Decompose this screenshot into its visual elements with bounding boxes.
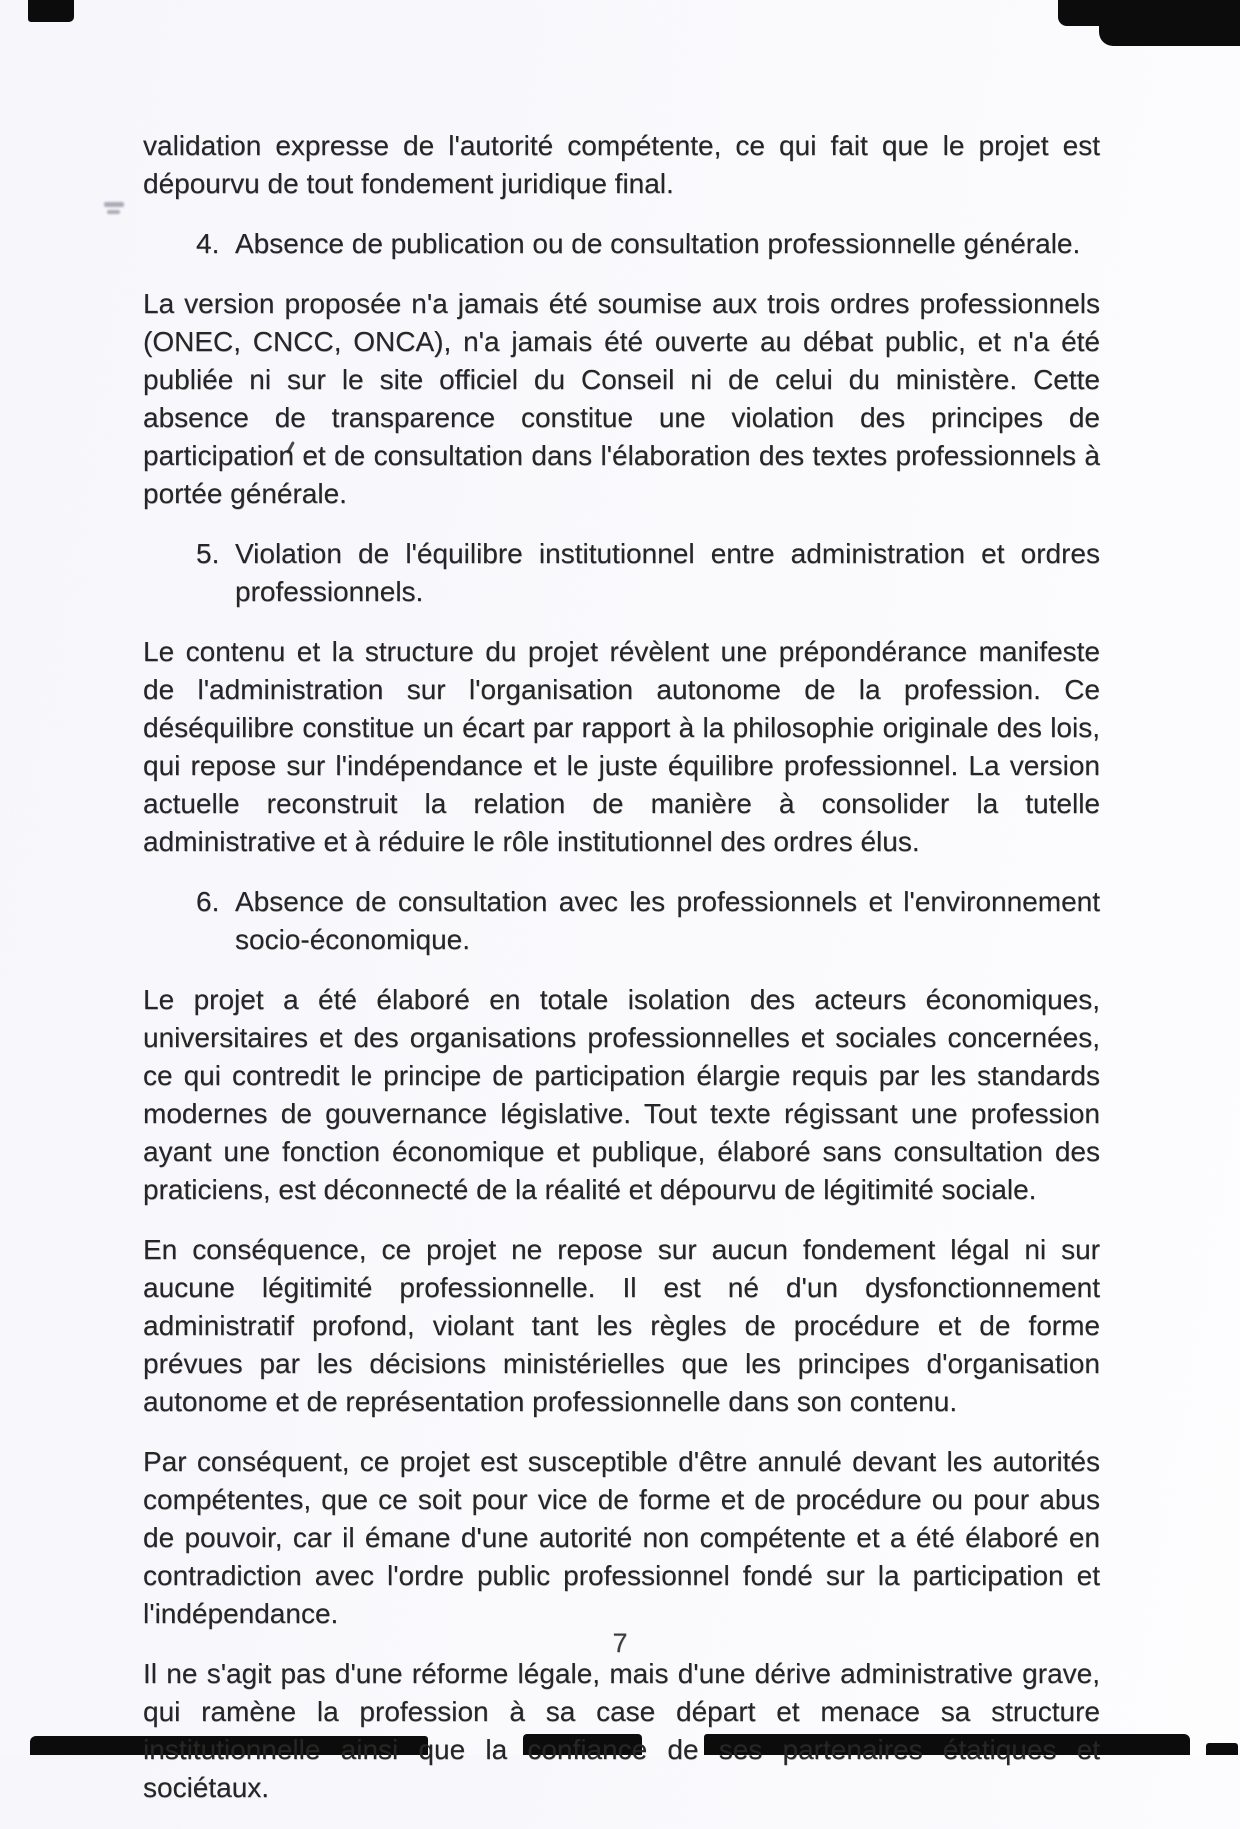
list-item-number: 4. [196,228,220,259]
list-item-4 [196,225,1100,263]
scan-mark-top-right-lower [1099,20,1240,46]
paragraph: Le contenu et la structure du projet révèlent une prépondérance manifeste de l'administration sur l'organisation autonome de la profession. Ce déséquilibre constitue un écart par rapport à la philosophie originale des lois, qui repose sur l'indépendance et le juste équilibre professionnel. La version actuelle reconstruit la relation de manière à consolider la tutelle administrative et à réduire le rôle institutionnel des ordres élus. [143,636,1100,857]
scan-smudge-left-margin [104,202,124,207]
paragraph: La version proposée n'a jamais été soumise aux trois ordres professionnels (ONEC, CNCC, ONCA), n'a jamais été ouverte au débat public, et n'a été publiée ni sur le site officiel du Conseil ni de celui du ministère. Cette absence de transparence constitue une violation des principes de participation et de consultation dans l'élaboration des textes professionnels à portée générale. [143,288,1100,509]
scan-smudge-left-margin [107,210,120,214]
scan-mark-top-left [28,0,74,22]
list-item-number: 5. [196,538,220,569]
list-item-text: Absence de consultation avec les professionnels et l'environnement socio-économique. [235,886,1100,955]
paragraph: validation expresse de l'autorité compétente, ce qui fait que le projet est dépourvu de tout fondement juridique final. [143,130,1100,199]
list-item-text: Absence de publication ou de consultation professionnelle générale. [235,228,1081,259]
list-item-5 [196,535,1100,611]
paragraph: Le projet a été élaboré en totale isolation des acteurs économiques, universitaires et des organisations professionnelles et sociales concernées, ce qui contredit le principe de participation élargie requis par les standards modernes de gouvernance législative. Tout texte régissant une profession ayant une fonction économique et publique, élaboré sans consultation des praticiens, est déconnecté de la réalité et dépourvu de légitimité sociale. [143,984,1100,1205]
paragraph: Il ne s'agit pas d'une réforme légale, mais d'une dérive administrative grave, qui ramène la profession à sa case départ et menace sa structure institutionnelle ainsi que la confiance de ses partenaires étatiques et sociétaux. [143,1658,1100,1803]
paragraph: Par conséquent, ce projet est susceptible d'être annulé devant les autorités compétentes, que ce soit pour vice de forme et de procédure ou pour abus de pouvoir, car il émane d'une autorité non compétente et a été élaboré en contradiction avec l'ordre public professionnel fondé sur la participation et l'indépendance. [143,1446,1100,1629]
paragraph: En conséquence, ce projet ne repose sur aucun fondement légal ni sur aucune légitimité professionnelle. Il est né d'un dysfonctionnement administratif profond, violant tant les règles de procédure et de forme prévues par les décisions ministérielles que les principes d'organisation autonome et de représentation professionnelle dans son contenu. [143,1234,1100,1417]
list-item-6 [196,883,1100,959]
list-item-number: 6. [196,886,220,917]
scan-mark-bottom-corner [1206,1743,1238,1755]
list-item-text: Violation de l'équilibre institutionnel entre administration et ordres professionnels. [235,538,1100,607]
document-body [143,127,1100,1829]
page-number: 7 [612,1628,628,1658]
